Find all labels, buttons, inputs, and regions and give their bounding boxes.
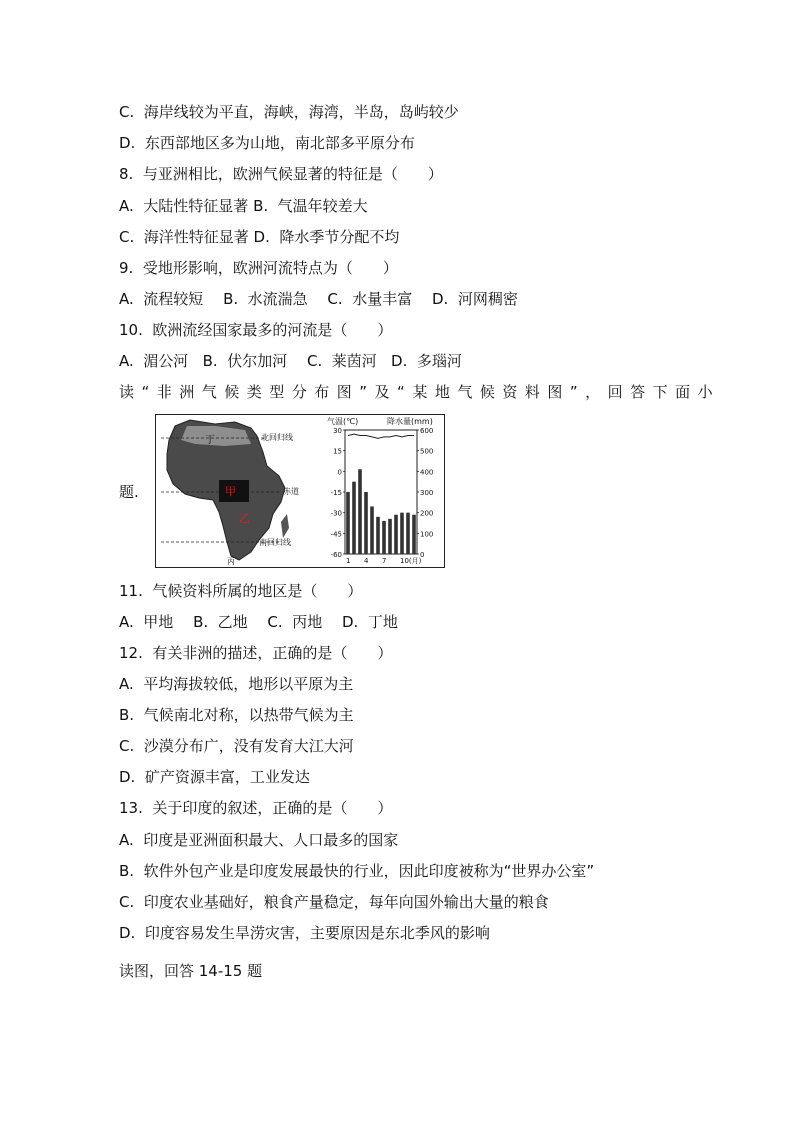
q12-option-d: D. 矿产资源丰富，工业发达: [119, 768, 310, 786]
precip-bar: [364, 492, 368, 554]
chart-right-title: 降水量(mm): [387, 417, 433, 426]
precip-tick-label: 600: [420, 427, 434, 435]
south-tropic-label: 南回归线: [259, 538, 291, 547]
precip-bar: [394, 515, 398, 554]
month-tick-label: 1: [346, 557, 351, 565]
precip-tick-label: 100: [420, 530, 434, 539]
question-9: 9. 受地形影响，欧洲河流特点为（ ）: [119, 259, 398, 277]
q13-option-b: B. 软件外包产业是印度发展最快的行业，因此印度被称为“世界办公室”: [119, 862, 595, 880]
temp-tick-label: -60: [330, 551, 342, 559]
label-jia: 甲: [225, 485, 236, 498]
precip-bar: [400, 513, 404, 554]
temp-tick-label: 0: [337, 468, 342, 477]
precip-bar: [382, 521, 386, 554]
north-tropic-label: 北回归线: [261, 433, 293, 442]
precip-bar: [358, 469, 362, 554]
label-ding: 丁: [205, 435, 215, 446]
equator-label: 赤道: [283, 487, 299, 496]
q10-options: A. 湄公河 B. 伏尔加河 C. 莱茵河 D. 多瑙河: [119, 352, 462, 370]
temp-tick-label: -45: [330, 530, 342, 539]
precip-bar: [376, 517, 380, 554]
month-tick-label: 4: [364, 557, 369, 565]
precip-bar: [388, 519, 392, 554]
instruction-14-15: 读图，回答 14-15 题: [119, 962, 263, 980]
figure-intro: 读“非洲气候类型分布图”及“某地气候资料图”，回答下面小: [119, 383, 721, 401]
label-yi: 乙: [239, 512, 250, 525]
africa-climate-figure: [155, 414, 445, 568]
q12-option-b: B. 气候南北对称，以热带气候为主: [119, 706, 354, 724]
precip-bar: [346, 492, 350, 554]
q12-option-c: C. 沙漠分布广，没有发育大江大河: [119, 737, 354, 755]
temp-tick-label: -30: [330, 509, 342, 518]
precip-tick-label: 0: [420, 551, 425, 559]
precip-tick-label: 500: [420, 447, 434, 456]
precip-tick-label: 300: [420, 489, 434, 497]
q12-option-a: A. 平均海拔较低，地形以平原为主: [119, 675, 354, 693]
chart-left-title: 气温(℃): [327, 417, 359, 426]
q13-option-a: A. 印度是亚洲面积最大、人口最多的国家: [119, 831, 399, 849]
q13-option-c: C. 印度农业基础好，粮食产量稳定，每年向国外输出大量的粮食: [119, 893, 549, 911]
label-bing: 丙: [227, 557, 235, 566]
question-10: 10. 欧洲流经国家最多的河流是（ ）: [119, 321, 393, 339]
question-8: 8. 与亚洲相比，欧洲气候显著的特征是（ ）: [119, 165, 443, 183]
temp-tick-label: 15: [333, 447, 342, 456]
temp-tick-label: 30: [333, 427, 342, 435]
q11-options: A. 甲地 B. 乙地 C. 丙地 D. 丁地: [119, 613, 398, 631]
question-12: 12. 有关非洲的描述，正确的是（ ）: [119, 644, 393, 662]
month-tick-label: 10(月): [400, 557, 422, 565]
precip-bar: [412, 515, 416, 554]
q8-options-cd: C. 海洋性特征显著 D. 降水季节分配不均: [119, 228, 400, 246]
precip-bar: [370, 506, 374, 554]
q13-option-d: D. 印度容易发生旱涝灾害，主要原因是东北季风的影响: [119, 924, 490, 942]
question-13: 13. 关于印度的叙述，正确的是（ ）: [119, 799, 393, 817]
q9-options: A. 流程较短 B. 水流湍急 C. 水量丰富 D. 河网稠密: [119, 290, 518, 308]
temp-tick-label: -15: [330, 489, 342, 497]
month-tick-label: 7: [382, 557, 387, 565]
option-c-europe-coast: C. 海岸线较为平直，海峡，海湾，半岛，岛屿较少: [119, 103, 459, 121]
figure-intro-end: 题.: [119, 483, 139, 501]
question-11: 11. 气候资料所属的地区是（ ）: [119, 582, 363, 600]
precip-bar: [406, 513, 410, 554]
precip-tick-label: 400: [420, 468, 434, 477]
precip-bar: [352, 482, 356, 554]
precip-tick-label: 200: [420, 509, 434, 518]
option-d-europe-terrain: D. 东西部地区多为山地，南北部多平原分布: [119, 134, 415, 152]
q8-options-ab: A. 大陆性特征显著 B. 气温年较差大: [119, 197, 368, 215]
